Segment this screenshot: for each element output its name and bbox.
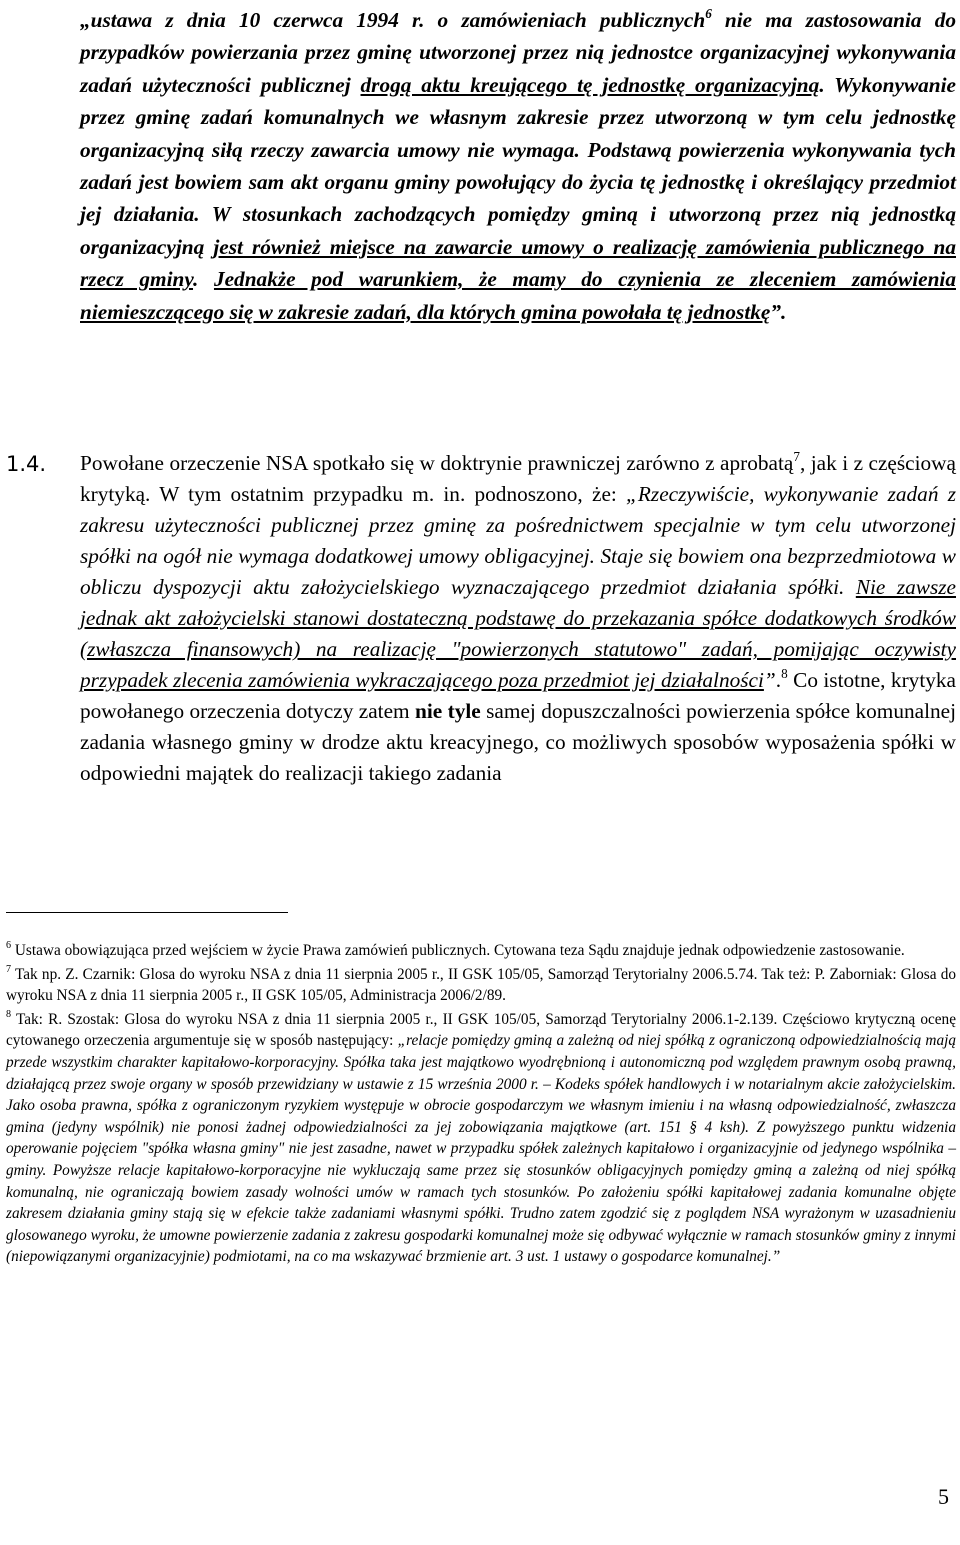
footnote-marker: 8 bbox=[6, 1009, 12, 1021]
quote-text: ”. bbox=[770, 299, 787, 324]
footnote-text: Tak: R. Szostak: Glosa do wyroku NSA z dnia 11 sierpnia 2005 r., II GSK 105/05, Samorząd Terytorialny 2006.1-2.139. Częściowo krytyczną ocenę cytowanego orzeczenia argumentuje się w sposób następujący: bbox=[6, 1010, 956, 1050]
paragraph-text: samej dopuszczalności powierzenia spółce komunalnej zadania własnego gminy w drodze aktu kreacyjnego, co możliwych sposobów wyposażenia spółki w odpowiedni majątek do realizacji takiego zadania bbox=[80, 699, 957, 785]
quote-underlined: drogą aktu kreującego tę jednostkę organizacyjną bbox=[360, 72, 820, 97]
paragraph-text: , jak i z częściową krytyką. W tym ostatnim przypadku m. in. podnoszono, że: bbox=[80, 451, 956, 506]
court-quote bbox=[80, 4, 956, 328]
quote-text: . Wykonywanie przez gminę zadań komunalnych we własnym zakresie przez utworzoną w tym celu jednostkę organizacyjną siłą rzeczy zawarcia umowy nie wymaga. Podstawą powierzenia wykonywania tych zadań jest bowiem sam akt organu gminy powołujący do życia tę jednostkę i określający przedmiot jej działania. W stosunkach zachodzących pomiędzy gminą i utworzoną przez nią jednostką organizacyjną bbox=[80, 72, 957, 259]
footnote-ref-8[interactable]: 8 bbox=[781, 666, 788, 682]
quote-text: . bbox=[193, 267, 214, 292]
footnotes bbox=[6, 940, 956, 1270]
paragraph-text: . bbox=[775, 668, 782, 692]
quote-text: nie ma zastosowania do przypadków powierzania przez gminę utworzonej przez nią jednostce organizacyjnej wykonywania zadań użyteczności publicznej bbox=[80, 8, 956, 97]
footnote-ref-7[interactable]: 7 bbox=[793, 449, 800, 465]
section-number: 1.4. bbox=[6, 452, 47, 476]
quote-text: „ustawa z dnia 10 czerwca 1994 r. o zamówieniach publicznych bbox=[80, 8, 706, 32]
footnote-italic-quote: „relacje pomiędzy gminą a zależną od niej spółką z ograniczoną odpowiedzialnością mają przede wszystkim charakter kapitałowo-korporacyjny. Spółka taka jest majątkowo wyodrębnioną i autonomiczną pod względem prawnym osobą prawną, działającą przez swoje organy w sposób przewidziany w ustawie z 15 września 2000 r. – Kodeks spółek handlowych i w notarialnym akcie założycielskim. Jako osoba prawna, spółka z ograniczonym ryzykiem występuje w obrocie gospodarczym we własnym imieniu i na własną odpowiedzialność, zwłaszcza gmina (jedyny wspólnik) nie ponosi żadnej odpowiedzialności za jej zobowiązania majątkowe (art. 151 § 4 ksh). Z powyższego punktu widzenia operowanie pojęciem "spółka własna gminy" nie jest zasadne, nawet w przypadku spółek zależnych kapitałowo i organizacyjnie od jedynego wspólnika – gminy. Powyższe relacje kapitałowo-korporacyjne nie wykluczają same przez się stosunków obligacyjnych pomiędzy gminą a zależną od niej spółką komunalną, nie ograniczają bowiem zasady wolności umów w ramach tych stosunków. Po założeniu spółki kapitałowej zadania komunalne objęte zakresem działania gminy stają się w efekcie także zadaniami własnymi spółki. Trudno zatem zgodzić się z poglądem NSA wyrażonym w uzasadnieniu glosowanego wyroku, że umowne powierzenie zadania z zakresu gospodarki komunalnej może się odbywać wyłącznie w ramach stosunków gminy z innymi (niepowiązanymi organizacyjnie) podmiotami, na co ma wskazywać brzmienie art. 3 ust. 1 ustawy o gospodarce komunalnej.” bbox=[6, 1032, 956, 1266]
footnote-ref-6[interactable]: 6 bbox=[705, 6, 712, 22]
paragraph-bold: nie tyle bbox=[415, 699, 481, 723]
footnote-marker: 7 bbox=[6, 964, 12, 975]
section-paragraph bbox=[80, 448, 956, 789]
paragraph-text: Co istotne, krytyka powołanego orzeczenia dotyczy zatem bbox=[80, 668, 956, 723]
paragraph-text: Powołane orzeczenie NSA spotkało się w doktrynie prawniczej zarówno z aprobatą bbox=[80, 451, 794, 475]
footnote-text: Ustawa obowiązująca przed wejściem w życie Prawa zamówień publicznych. Cytowana teza Sądu znajduje jednak odpowiedzenie zastosowanie. bbox=[11, 942, 905, 959]
paragraph-italic-underlined: Nie zawsze jednak akt założycielski stanowi dostateczną podstawę do przekazania spółce dodatkowych środków (zwłaszcza finansowych) na realizację "powierzonych statutowo" zadań, pomijając oczywisty przypadek zlecenia zamówienia wykraczającego poza przedmiot jej działalności bbox=[80, 575, 956, 692]
footnote-text: Tak np. Z. Czarnik: Glosa do wyroku NSA z dnia 11 sierpnia 2005 r., II GSK 105/05, Samorząd Terytorialny 2006.5.74. Tak też: P. Zaborniak: Glosa do wyroku NSA z dnia 11 sierpnia 2005 r., II GSK 105/05, Administracja 2006/2/89. bbox=[6, 965, 956, 1005]
footnote-7 bbox=[6, 964, 956, 1007]
footnote-6 bbox=[6, 940, 956, 962]
footnote-8 bbox=[6, 1009, 956, 1268]
page-number: 5 bbox=[938, 1484, 949, 1509]
quote-underlined: jest również miejsce na zawarcie umowy o realizację zamówienia publicznego na rzecz gminy bbox=[80, 234, 956, 292]
footnote-separator bbox=[6, 912, 288, 913]
quote-underlined: Jednakże pod warunkiem, że mamy do czynienia ze zleceniem zamówienia niemieszczącego się w zakresie zadań, dla których gmina powołała tę jednostkę bbox=[80, 267, 956, 324]
paragraph-italic: ” bbox=[763, 668, 776, 692]
footnote-marker: 6 bbox=[6, 940, 12, 952]
paragraph-italic: „Rzeczywiście, wykonywanie zadań z zakresu użyteczności publicznej przez gminę za pośrednictwem specjalnie w tym celu utworzonej spółki na ogół nie wymaga dodatkowej umowy obligacyjnej. Staje się bowiem ona bezprzedmiotowa w obliczu dyspozycji aktu założycielskiego wyznaczającego przedmiot działania spółki. bbox=[80, 482, 956, 599]
